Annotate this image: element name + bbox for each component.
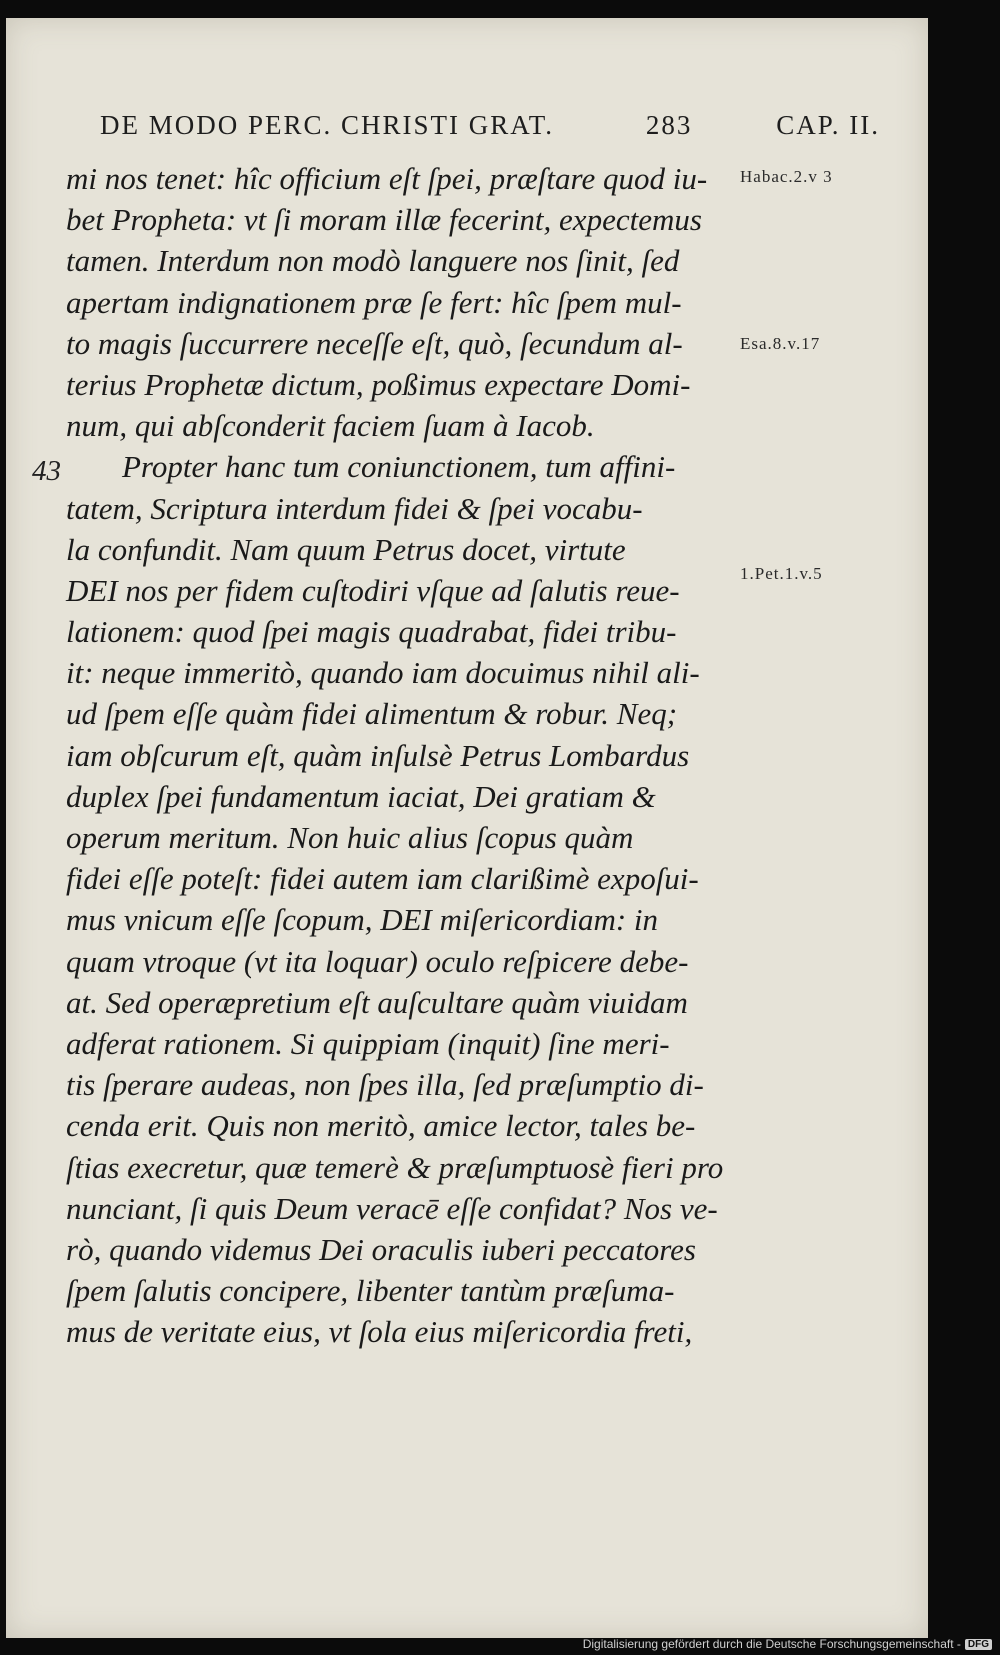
margin-note-petrus: 1.Pet.1.v.5 <box>740 564 823 583</box>
running-title: DE MODO PERC. CHRISTI GRAT. <box>100 110 555 140</box>
chapter-label: CAP. II. <box>776 110 880 140</box>
text-line: ſtias execretur, quæ temerè & præſumptuosè fieri pro <box>66 1149 724 1185</box>
text-line: quam vtroque (vt ita loquar) oculo reſpicere debe- <box>66 943 689 979</box>
text-line: operum meritum. Non huic alius ſcopus quàm <box>66 820 634 855</box>
margin-note-habacuc: Habac.2.v 3 <box>740 167 833 186</box>
text-line: nunciant, ſi quis Deum veracē eſſe confidat? Nos ve- <box>66 1190 718 1226</box>
text-line: DEI nos per fidem cuſtodiri vſque ad ſalutis reue- <box>66 572 680 608</box>
text-line: tatem, Scriptura interdum fidei & ſpei vocabu- <box>66 490 643 526</box>
text-line: Propter hanc tum coniunctionem, tum affini- <box>122 449 676 485</box>
paragraph-number: 43 <box>32 455 61 487</box>
text-line: to magis ſuccurrere neceſſe eſt, quò, ſecundum al- <box>66 325 683 361</box>
text-line: la confundit. Nam quum Petrus docet, virtute <box>66 531 626 567</box>
text-line: tamen. Interdum non modò languere nos ſinit, ſed <box>66 243 680 279</box>
running-header <box>100 110 880 141</box>
text-line: at. Sed operæpretium eſt auſcultare quàm viuidam <box>66 984 688 1020</box>
text-line: fidei eſſe poteſt: fidei autem iam clarißimè expoſui- <box>66 861 699 897</box>
text-line: tis ſperare audeas, non ſpes illa, ſed præſumptio di- <box>66 1067 704 1103</box>
text-line: mus de veritate eius, vt ſola eius miſericordia freti, <box>66 1314 693 1350</box>
page-number: 283 <box>645 110 693 140</box>
text-line: terius Prophetæ dictum, poßimus expectare Domi- <box>66 366 691 402</box>
body-text <box>66 158 746 1352</box>
text-line: it: neque immeritò, quando iam docuimus nihil ali- <box>66 655 700 691</box>
margin-note-esaias: Esa.8.v.17 <box>740 334 821 353</box>
text-line: cenda erit. Quis non meritò, amice lector, tales be- <box>66 1108 696 1144</box>
dfg-logo: DFG <box>965 1639 992 1650</box>
text-line: bet Propheta: vt ſi moram illæ fecerint, expectemus <box>66 202 702 238</box>
text-line: lationem: quod ſpei magis quadrabat, fidei tribu- <box>66 614 677 650</box>
text-line: iam obſcurum eſt, quàm inſulsè Petrus Lombardus <box>66 737 690 773</box>
text-line: apertam indignationem præ ſe fert: hîc ſpem mul- <box>66 284 682 320</box>
footer-credit <box>583 1637 992 1651</box>
text-line: mi nos tenet: hîc officium eſt ſpei, præſtare quod iu- <box>66 161 708 196</box>
text-line: duplex ſpei fundamentum iaciat, Dei gratiam & <box>66 778 656 814</box>
footer-text: Digitalisierung gefördert durch die Deutsche Forschungsgemeinschaft - <box>582 1637 961 1651</box>
text-line: ſpem ſalutis concipere, libenter tantùm præſuma- <box>66 1273 675 1309</box>
text-line: adferat rationem. Si quippiam (inquit) ſine meri- <box>66 1025 670 1061</box>
text-line: ud ſpem eſſe quàm fidei alimentum & robur. Neq; <box>66 696 678 732</box>
text-line: num, qui abſconderit faciem ſuam à Iacob. <box>66 408 595 444</box>
text-line: mus vnicum eſſe ſcopum, DEI miſericordiam: in <box>66 902 659 938</box>
text-line: rò, quando videmus Dei oraculis iuberi peccatores <box>66 1231 696 1267</box>
